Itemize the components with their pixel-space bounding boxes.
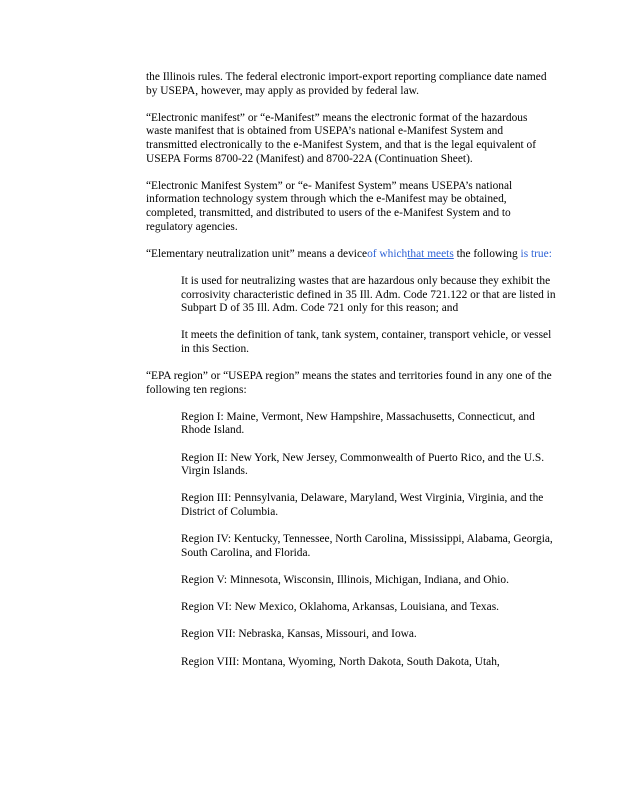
paragraph-electronic-manifest-system: “Electronic Manifest System” or “e- Manifest System” means USEPA’s national information technology system through which the e-Manifest may be obtained, completed, transmitted, and distributed to users of the e-Manifest System and to regulatory agencies. xyxy=(146,179,513,233)
region-item: Region III: Pennsylvania, Delaware, Maryland, West Virginia, Virginia, and the District of Columbia. xyxy=(181,492,544,518)
paragraph-elementary-neutralization-unit xyxy=(146,248,556,262)
inserted-text: of which xyxy=(367,247,408,260)
neutralization-item-1: It is used for neutralizing wastes that are hazardous only because they exhibit the corrosivity characteristic defined in 35 Ill. Adm. Code 721.122 or that are listed in Subpart D of 35 Ill. Adm. Code 721 only for this reason; and xyxy=(181,274,556,315)
region-item: Region VII: Nebraska, Kansas, Missouri, and Iowa. xyxy=(181,628,417,641)
document-page xyxy=(146,71,556,683)
neutralization-item-2: It meets the definition of tank, tank system, container, transport vehicle, or vessel in this Section. xyxy=(181,329,552,355)
region-item: Region IV: Kentucky, Tennessee, North Carolina, Mississippi, Alabama, Georgia, South Carolina, and Florida. xyxy=(181,533,553,559)
inserted-text: is true xyxy=(520,247,549,260)
paragraph-federal-compliance: the Illinois rules. The federal electronic import-export reporting compliance date named by USEPA, however, may apply as provided by federal law. xyxy=(146,71,547,97)
region-item: Region VIII: Montana, Wyoming, North Dakota, South Dakota, Utah, xyxy=(181,655,500,668)
region-item: Region V: Minnesota, Wisconsin, Illinois, Michigan, Indiana, and Ohio. xyxy=(181,573,509,586)
region-item: Region II: New York, New Jersey, Commonwealth of Puerto Rico, and the U.S. Virgin Islands. xyxy=(181,451,545,478)
paragraph-epa-region: “EPA region” or “USEPA region” means the states and territories found in any one of the following ten regions: xyxy=(146,370,552,396)
inserted-underlined-text: that meets xyxy=(407,247,454,260)
region-item: Region I: Maine, Vermont, New Hampshire, Massachusetts, Connecticut, and Rhode Island. xyxy=(181,410,535,437)
definition-text: the following xyxy=(453,247,521,260)
region-item: Region VI: New Mexico, Oklahoma, Arkansas, Louisiana, and Texas. xyxy=(181,601,499,614)
definition-colon: : xyxy=(548,247,552,260)
definition-text: “Elementary neutralization unit” means a device xyxy=(146,247,368,260)
paragraph-electronic-manifest: “Electronic manifest” or “e-Manifest” means the electronic format of the hazardous waste manifest that is obtained from USEPA’s national e-Manifest System and transmitted electronically to the e-Manifest System, and that is the legal equivalent of USEPA Forms 8700-22 (Manifest) and 8700-22A (Continuation Sheet). xyxy=(146,111,537,165)
